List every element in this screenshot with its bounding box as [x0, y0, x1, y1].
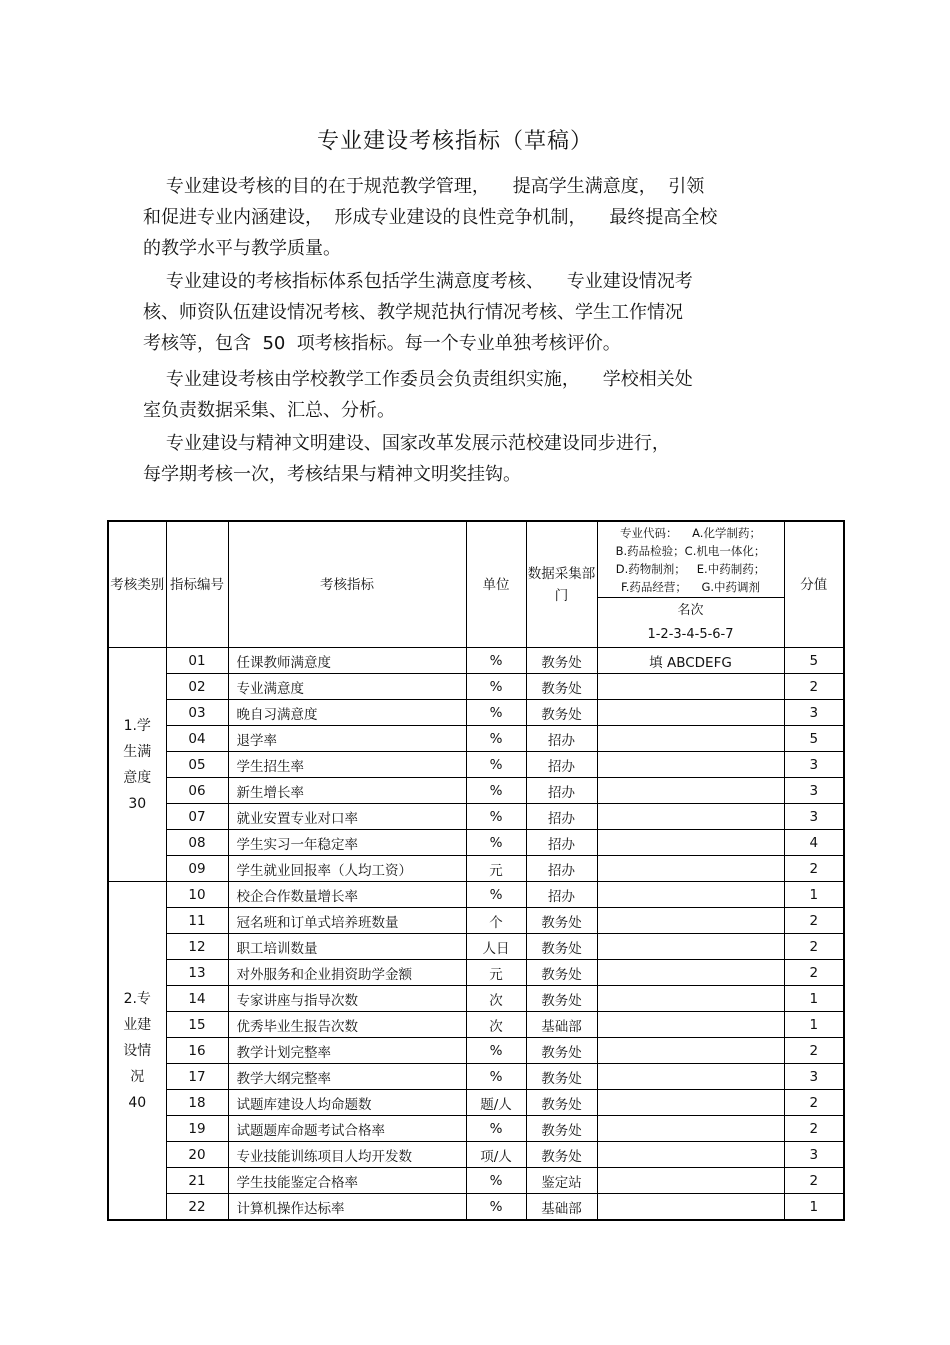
dept-cell: 教务处 — [526, 1142, 597, 1168]
score-cell: 1 — [784, 986, 844, 1012]
category-line: 2.专 — [123, 990, 151, 1007]
category-line: 1.学 — [123, 717, 151, 734]
code-cell: 21 — [166, 1168, 228, 1194]
unit-cell: 次 — [466, 986, 526, 1012]
paragraph-schedule — [143, 428, 833, 490]
text-line: 核、师资队伍建设情况考核、教学规范执行情况考核、学生工作情况 — [143, 302, 683, 323]
rank-cell — [597, 1142, 784, 1168]
table-row — [108, 726, 844, 752]
indicator-cell: 对外服务和企业捐资助学金额 — [228, 960, 466, 986]
rank-cell — [597, 856, 784, 882]
text-line: 专业建设考核由学校教学工作委员会负责组织实施， 学校相关处 — [143, 369, 693, 390]
dept-cell: 基础部 — [526, 1012, 597, 1038]
header-code: 指标编号 — [166, 521, 228, 648]
dept-cell: 教务处 — [526, 700, 597, 726]
indicator-cell: 教学大纲完整率 — [228, 1064, 466, 1090]
unit-cell: % — [466, 778, 526, 804]
unit-cell: 元 — [466, 856, 526, 882]
indicator-cell: 专家讲座与指导次数 — [228, 986, 466, 1012]
table-row — [108, 960, 844, 986]
dept-cell: 教务处 — [526, 1038, 597, 1064]
rank-cell — [597, 700, 784, 726]
indicator-cell: 专业满意度 — [228, 674, 466, 700]
indicator-cell: 任课教师满意度 — [228, 648, 466, 674]
text-line: 和促进专业内涵建设， 形成专业建设的良性竞争机制， 最终提高全校 — [143, 207, 718, 228]
score-cell: 3 — [784, 752, 844, 778]
text-line: 每学期考核一次，考核结果与精神文明奖挂钩。 — [143, 464, 521, 485]
unit-cell: 题/人 — [466, 1090, 526, 1116]
indicator-cell: 就业安置专业对口率 — [228, 804, 466, 830]
rank-cell — [597, 804, 784, 830]
text-line: 专业建设考核的目的在于规范教学管理， 提高学生满意度， 引领 — [143, 176, 705, 197]
rank-cell — [597, 674, 784, 700]
score-cell: 2 — [784, 1090, 844, 1116]
unit-cell: 个 — [466, 908, 526, 934]
code-cell: 05 — [166, 752, 228, 778]
table-row — [108, 934, 844, 960]
table-row — [108, 1142, 844, 1168]
rank-cell — [597, 726, 784, 752]
dept-cell: 招办 — [526, 882, 597, 908]
dept-cell: 教务处 — [526, 986, 597, 1012]
rank-cell — [597, 1116, 784, 1142]
unit-cell: % — [466, 726, 526, 752]
page-title: 专业建设考核指标（草稿） — [316, 129, 593, 154]
rank-cell — [597, 882, 784, 908]
score-cell: 2 — [784, 960, 844, 986]
rank-cell — [597, 778, 784, 804]
score-cell: 1 — [784, 882, 844, 908]
rank-cell — [597, 1038, 784, 1064]
major-code-line: B.药品检验；C.机电一体化； — [615, 543, 766, 558]
code-cell: 04 — [166, 726, 228, 752]
table-row — [108, 752, 844, 778]
header-indicator: 考核指标 — [228, 521, 466, 648]
paragraph-purpose — [143, 171, 833, 264]
rank-cell — [597, 986, 784, 1012]
code-cell: 07 — [166, 804, 228, 830]
score-cell: 5 — [784, 726, 844, 752]
table-row — [108, 778, 844, 804]
indicator-cell: 职工培训数量 — [228, 934, 466, 960]
unit-cell: 次 — [466, 1012, 526, 1038]
indicator-cell: 学生招生率 — [228, 752, 466, 778]
indicator-cell: 教学计划完整率 — [228, 1038, 466, 1064]
score-cell: 1 — [784, 1194, 844, 1221]
indicator-cell: 专业技能训练项目人均开发数 — [228, 1142, 466, 1168]
table-row — [108, 804, 844, 830]
unit-cell: % — [466, 1168, 526, 1194]
category-line: 况 — [130, 1068, 145, 1085]
dept-cell: 基础部 — [526, 1194, 597, 1221]
score-cell: 2 — [784, 908, 844, 934]
code-cell: 16 — [166, 1038, 228, 1064]
table-row — [108, 1038, 844, 1064]
header-category: 考核类别 — [108, 521, 166, 648]
code-cell: 01 — [166, 648, 228, 674]
dept-cell: 招办 — [526, 830, 597, 856]
paragraph-organization — [143, 364, 833, 426]
indicator-cell: 优秀毕业生报告次数 — [228, 1012, 466, 1038]
rank-cell — [597, 1090, 784, 1116]
indicator-cell: 试题库建设人均命题数 — [228, 1090, 466, 1116]
indicator-cell: 试题题库命题考试合格率 — [228, 1116, 466, 1142]
indicator-cell: 计算机操作达标率 — [228, 1194, 466, 1221]
unit-cell: % — [466, 648, 526, 674]
code-cell: 17 — [166, 1064, 228, 1090]
score-cell: 3 — [784, 700, 844, 726]
code-cell: 15 — [166, 1012, 228, 1038]
rank-cell — [597, 960, 784, 986]
rank-cell — [597, 934, 784, 960]
header-dept: 数据采集部门 — [526, 521, 597, 648]
dept-cell: 教务处 — [526, 960, 597, 986]
indicator-cell: 晚自习满意度 — [228, 700, 466, 726]
unit-cell: % — [466, 700, 526, 726]
dept-cell: 鉴定站 — [526, 1168, 597, 1194]
score-cell: 2 — [784, 1038, 844, 1064]
unit-cell: % — [466, 830, 526, 856]
indicator-cell: 学生实习一年稳定率 — [228, 830, 466, 856]
dept-cell: 教务处 — [526, 934, 597, 960]
score-cell: 2 — [784, 674, 844, 700]
unit-cell: % — [466, 1116, 526, 1142]
score-cell: 2 — [784, 1116, 844, 1142]
header-rank — [597, 598, 784, 648]
rank-label: 名次 — [677, 602, 704, 618]
dept-cell: 教务处 — [526, 1064, 597, 1090]
code-cell: 08 — [166, 830, 228, 856]
score-cell: 2 — [784, 934, 844, 960]
dept-cell: 教务处 — [526, 1090, 597, 1116]
code-cell: 09 — [166, 856, 228, 882]
code-cell: 06 — [166, 778, 228, 804]
unit-cell: 人日 — [466, 934, 526, 960]
dept-cell: 教务处 — [526, 1116, 597, 1142]
unit-cell: % — [466, 804, 526, 830]
unit-cell: % — [466, 1038, 526, 1064]
rank-values: 1-2-3-4-5-6-7 — [647, 626, 734, 642]
table-row — [108, 882, 844, 908]
unit-cell: % — [466, 1064, 526, 1090]
table-row — [108, 856, 844, 882]
code-cell: 22 — [166, 1194, 228, 1221]
text-line: 室负责数据采集、汇总、分析。 — [143, 400, 395, 421]
table-row — [108, 700, 844, 726]
indicator-cell: 学生技能鉴定合格率 — [228, 1168, 466, 1194]
category-cell — [108, 648, 166, 882]
code-cell: 13 — [166, 960, 228, 986]
code-cell: 12 — [166, 934, 228, 960]
code-cell: 14 — [166, 986, 228, 1012]
table-row — [108, 986, 844, 1012]
rank-cell: 填 ABCDEFG — [597, 648, 784, 674]
table-row — [108, 648, 844, 674]
dept-cell: 教务处 — [526, 674, 597, 700]
code-cell: 18 — [166, 1090, 228, 1116]
kpi-table — [107, 520, 845, 1221]
rank-cell — [597, 1064, 784, 1090]
score-cell: 2 — [784, 1168, 844, 1194]
text-line: 的教学水平与教学质量。 — [143, 238, 341, 259]
dept-cell: 教务处 — [526, 648, 597, 674]
dept-cell: 招办 — [526, 804, 597, 830]
text-line: 考核等，包含 50 项考核指标。每一个专业单独考核评价。 — [143, 333, 621, 354]
unit-cell: 项/人 — [466, 1142, 526, 1168]
dept-cell: 招办 — [526, 752, 597, 778]
indicator-cell: 学生就业回报率（人均工资） — [228, 856, 466, 882]
indicator-cell: 冠名班和订单式培养班数量 — [228, 908, 466, 934]
table-row — [108, 1116, 844, 1142]
code-cell: 02 — [166, 674, 228, 700]
score-cell: 1 — [784, 1012, 844, 1038]
category-line: 意度 — [123, 769, 152, 786]
category-cell — [108, 882, 166, 1221]
code-cell: 20 — [166, 1142, 228, 1168]
major-code-line: D.药物制剂； E.中药制药； — [615, 561, 766, 576]
table-row — [108, 1168, 844, 1194]
code-cell: 10 — [166, 882, 228, 908]
score-cell: 3 — [784, 804, 844, 830]
category-line: 30 — [128, 795, 147, 812]
table-row — [108, 830, 844, 856]
indicator-cell: 新生增长率 — [228, 778, 466, 804]
dept-cell: 教务处 — [526, 908, 597, 934]
unit-cell: % — [466, 882, 526, 908]
rank-cell — [597, 752, 784, 778]
score-cell: 3 — [784, 778, 844, 804]
dept-cell: 招办 — [526, 726, 597, 752]
code-cell: 19 — [166, 1116, 228, 1142]
major-code-line: 专业代码： A.化学制药； — [620, 525, 761, 540]
score-cell: 3 — [784, 1142, 844, 1168]
text-line: 专业建设与精神文明建设、国家改革发展示范校建设同步进行， — [143, 433, 670, 454]
unit-cell: % — [466, 674, 526, 700]
table-row — [108, 1064, 844, 1090]
rank-cell — [597, 908, 784, 934]
dept-cell: 招办 — [526, 778, 597, 804]
score-cell: 3 — [784, 1064, 844, 1090]
table-row — [108, 908, 844, 934]
score-cell: 5 — [784, 648, 844, 674]
rank-cell — [597, 1012, 784, 1038]
score-cell: 2 — [784, 856, 844, 882]
dept-cell: 招办 — [526, 856, 597, 882]
rank-cell — [597, 1168, 784, 1194]
table-row — [108, 1012, 844, 1038]
unit-cell: % — [466, 752, 526, 778]
table-row — [108, 1090, 844, 1116]
code-cell: 11 — [166, 908, 228, 934]
rank-cell — [597, 1194, 784, 1221]
category-line: 40 — [128, 1094, 147, 1111]
category-line: 生满 — [123, 743, 152, 760]
rank-cell — [597, 830, 784, 856]
category-line: 设情 — [123, 1042, 152, 1059]
category-line: 业建 — [123, 1016, 152, 1033]
unit-cell: 元 — [466, 960, 526, 986]
indicator-cell: 校企合作数量增长率 — [228, 882, 466, 908]
header-score: 分值 — [784, 521, 844, 648]
score-cell: 4 — [784, 830, 844, 856]
code-cell: 03 — [166, 700, 228, 726]
table-row — [108, 674, 844, 700]
table-header-row — [108, 521, 844, 598]
header-major-codes — [597, 521, 784, 598]
indicator-cell: 退学率 — [228, 726, 466, 752]
table-row — [108, 1194, 844, 1221]
major-code-line: F.药品经营； G.中药调剂 — [620, 579, 761, 594]
paragraph-system — [143, 266, 833, 359]
text-line: 专业建设的考核指标体系包括学生满意度考核、 专业建设情况考 — [143, 271, 693, 292]
header-unit: 单位 — [466, 521, 526, 648]
unit-cell: % — [466, 1194, 526, 1221]
